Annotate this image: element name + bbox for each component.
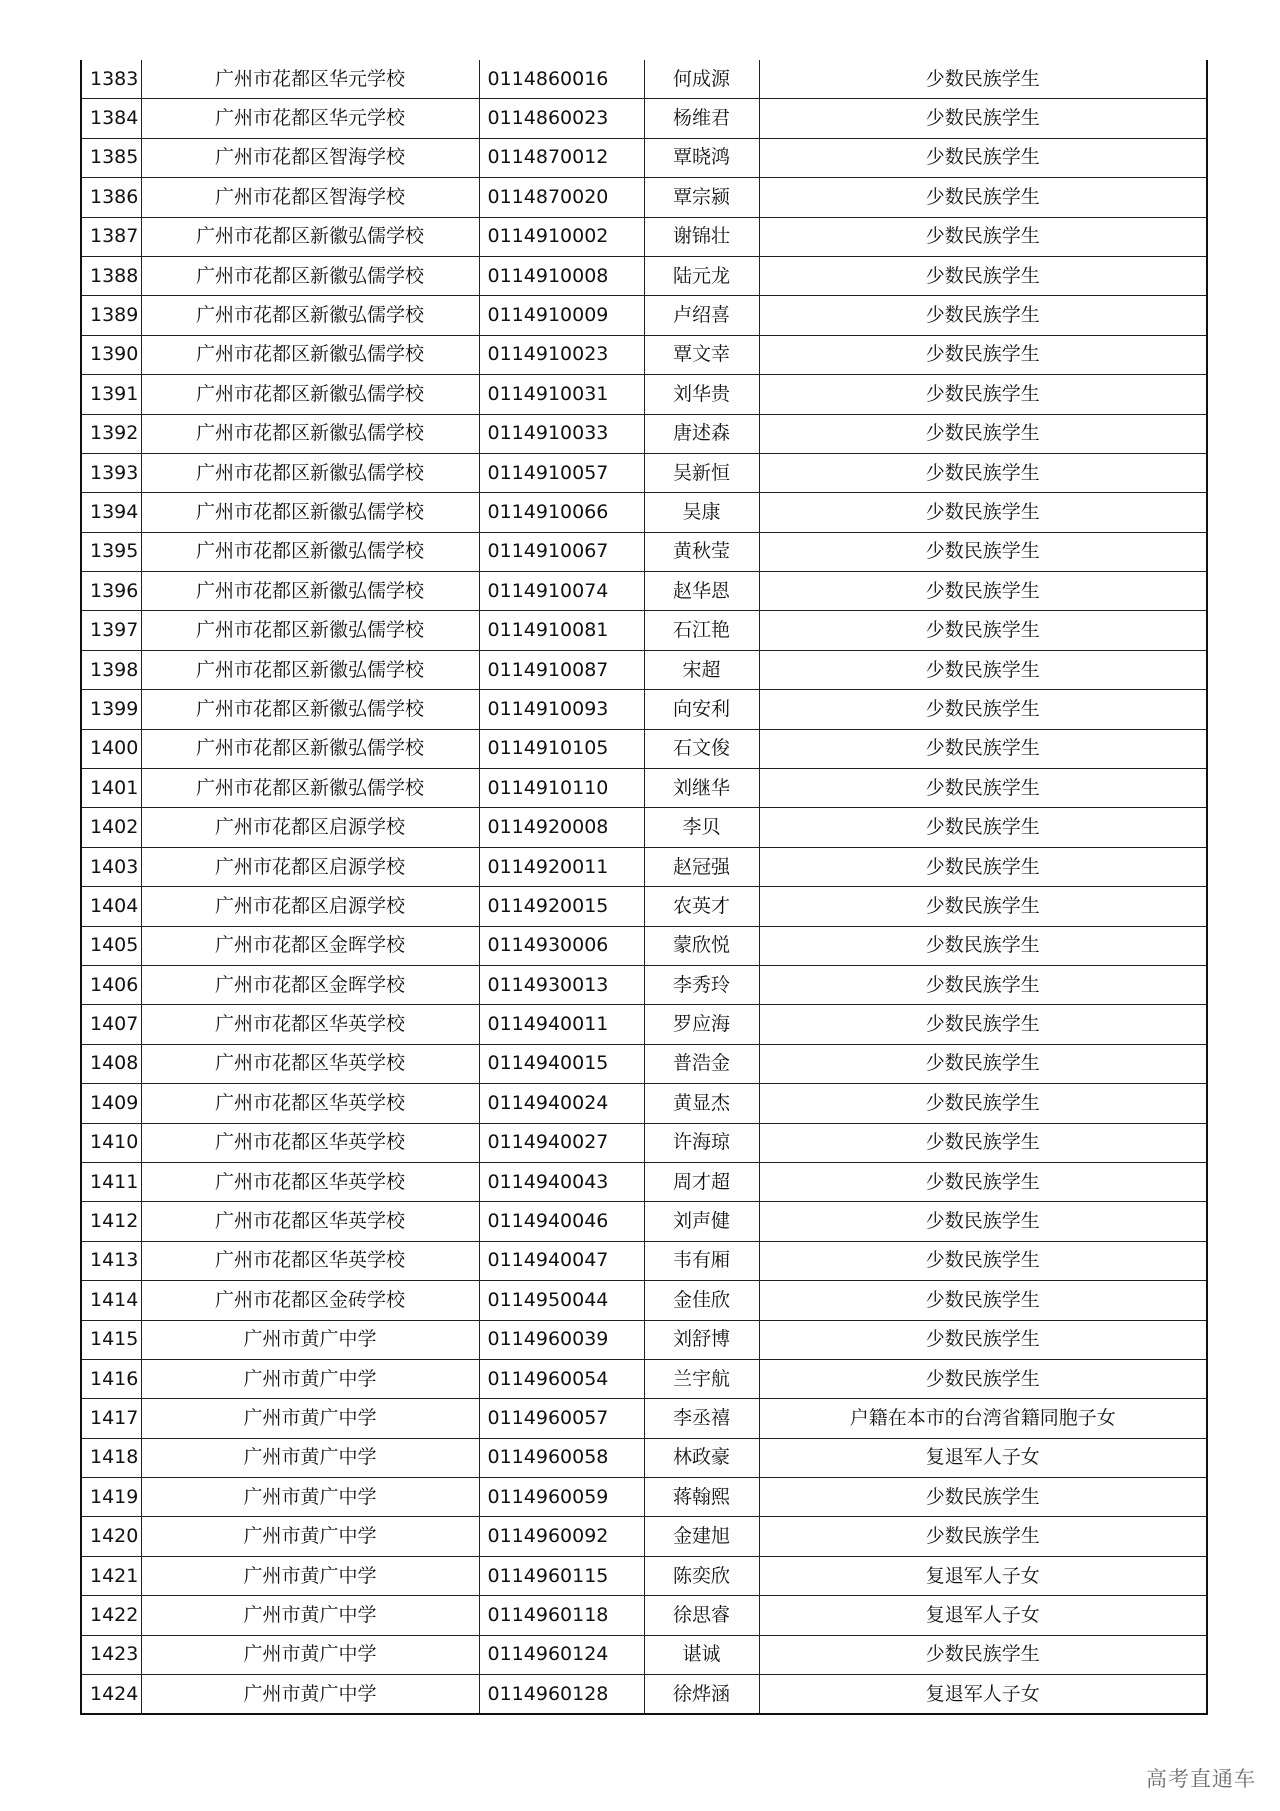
student-id-cell: 0114960058 <box>479 1438 644 1477</box>
category-cell: 少数民族学生 <box>759 1123 1207 1162</box>
student-name-cell: 林政豪 <box>644 1438 759 1477</box>
student-id-cell: 0114960124 <box>479 1635 644 1674</box>
school-name-cell: 广州市花都区启源学校 <box>141 887 479 926</box>
table-row <box>81 572 1207 611</box>
student-id-cell: 0114910074 <box>479 572 644 611</box>
row-index-cell: 1411 <box>81 1162 141 1201</box>
row-index-cell: 1393 <box>81 453 141 492</box>
category-cell: 少数民族学生 <box>759 572 1207 611</box>
row-index-cell: 1414 <box>81 1281 141 1320</box>
row-index-cell: 1420 <box>81 1517 141 1556</box>
student-name-cell: 兰宇航 <box>644 1359 759 1398</box>
category-cell: 少数民族学生 <box>759 1517 1207 1556</box>
category-cell: 少数民族学生 <box>759 296 1207 335</box>
student-name-cell: 陆元龙 <box>644 256 759 295</box>
row-index-cell: 1388 <box>81 256 141 295</box>
table-row <box>81 296 1207 335</box>
student-id-cell: 0114910110 <box>479 769 644 808</box>
table-row <box>81 1635 1207 1674</box>
row-index-cell: 1415 <box>81 1320 141 1359</box>
table-row <box>81 1281 1207 1320</box>
row-index-cell: 1384 <box>81 99 141 138</box>
student-name-cell: 石文俊 <box>644 729 759 768</box>
student-name-cell: 覃宗颍 <box>644 178 759 217</box>
student-name-cell: 谌诚 <box>644 1635 759 1674</box>
school-name-cell: 广州市花都区新徽弘儒学校 <box>141 296 479 335</box>
school-name-cell: 广州市花都区华元学校 <box>141 60 479 99</box>
category-cell: 少数民族学生 <box>759 650 1207 689</box>
student-name-cell: 徐思睿 <box>644 1596 759 1635</box>
student-id-cell: 0114940046 <box>479 1202 644 1241</box>
row-index-cell: 1417 <box>81 1399 141 1438</box>
student-name-cell: 罗应海 <box>644 1005 759 1044</box>
category-cell: 少数民族学生 <box>759 335 1207 374</box>
row-index-cell: 1397 <box>81 611 141 650</box>
row-index-cell: 1423 <box>81 1635 141 1674</box>
category-cell: 少数民族学生 <box>759 1084 1207 1123</box>
table-row <box>81 650 1207 689</box>
student-name-cell: 何成源 <box>644 60 759 99</box>
table-row <box>81 532 1207 571</box>
row-index-cell: 1400 <box>81 729 141 768</box>
school-name-cell: 广州市黄广中学 <box>141 1438 479 1477</box>
student-id-cell: 0114960118 <box>479 1596 644 1635</box>
student-id-cell: 0114910081 <box>479 611 644 650</box>
school-name-cell: 广州市花都区智海学校 <box>141 178 479 217</box>
table-row <box>81 1478 1207 1517</box>
row-index-cell: 1418 <box>81 1438 141 1477</box>
row-index-cell: 1399 <box>81 690 141 729</box>
student-id-cell: 0114930013 <box>479 965 644 1004</box>
row-index-cell: 1422 <box>81 1596 141 1635</box>
category-cell: 少数民族学生 <box>759 926 1207 965</box>
student-id-cell: 0114910033 <box>479 414 644 453</box>
row-index-cell: 1387 <box>81 217 141 256</box>
student-id-cell: 0114920011 <box>479 847 644 886</box>
row-index-cell: 1398 <box>81 650 141 689</box>
row-index-cell: 1396 <box>81 572 141 611</box>
school-name-cell: 广州市花都区新徽弘儒学校 <box>141 690 479 729</box>
row-index-cell: 1413 <box>81 1241 141 1280</box>
school-name-cell: 广州市黄广中学 <box>141 1675 479 1715</box>
school-name-cell: 广州市花都区新徽弘儒学校 <box>141 611 479 650</box>
table-row <box>81 453 1207 492</box>
student-id-cell: 0114910008 <box>479 256 644 295</box>
category-cell: 少数民族学生 <box>759 375 1207 414</box>
student-name-cell: 李丞禧 <box>644 1399 759 1438</box>
student-name-cell: 谢锦壮 <box>644 217 759 256</box>
table-row <box>81 178 1207 217</box>
category-cell: 少数民族学生 <box>759 1162 1207 1201</box>
table-row <box>81 138 1207 177</box>
row-index-cell: 1391 <box>81 375 141 414</box>
student-id-cell: 0114910067 <box>479 532 644 571</box>
row-index-cell: 1406 <box>81 965 141 1004</box>
school-name-cell: 广州市花都区新徽弘儒学校 <box>141 256 479 295</box>
row-index-cell: 1405 <box>81 926 141 965</box>
school-name-cell: 广州市黄广中学 <box>141 1359 479 1398</box>
school-name-cell: 广州市花都区华元学校 <box>141 99 479 138</box>
student-name-cell: 刘继华 <box>644 769 759 808</box>
table-row <box>81 808 1207 847</box>
student-name-cell: 杨维君 <box>644 99 759 138</box>
student-name-cell: 蒋翰熙 <box>644 1478 759 1517</box>
row-index-cell: 1412 <box>81 1202 141 1241</box>
category-cell: 复退军人子女 <box>759 1675 1207 1715</box>
student-name-cell: 吴新恒 <box>644 453 759 492</box>
category-cell: 少数民族学生 <box>759 847 1207 886</box>
student-id-cell: 0114960128 <box>479 1675 644 1715</box>
school-name-cell: 广州市花都区新徽弘儒学校 <box>141 493 479 532</box>
category-cell: 少数民族学生 <box>759 414 1207 453</box>
table-row <box>81 1596 1207 1635</box>
student-id-cell: 0114960057 <box>479 1399 644 1438</box>
student-id-cell: 0114910009 <box>479 296 644 335</box>
student-id-cell: 0114910087 <box>479 650 644 689</box>
table-row <box>81 1399 1207 1438</box>
table-row <box>81 256 1207 295</box>
table-row <box>81 769 1207 808</box>
student-name-cell: 黄显杰 <box>644 1084 759 1123</box>
school-name-cell: 广州市花都区新徽弘儒学校 <box>141 769 479 808</box>
category-cell: 复退军人子女 <box>759 1596 1207 1635</box>
category-cell: 少数民族学生 <box>759 1281 1207 1320</box>
student-name-cell: 徐烨涵 <box>644 1675 759 1715</box>
school-name-cell: 广州市黄广中学 <box>141 1478 479 1517</box>
table-row <box>81 375 1207 414</box>
row-index-cell: 1386 <box>81 178 141 217</box>
student-name-cell: 蒙欣悦 <box>644 926 759 965</box>
row-index-cell: 1408 <box>81 1044 141 1083</box>
row-index-cell: 1416 <box>81 1359 141 1398</box>
school-name-cell: 广州市黄广中学 <box>141 1635 479 1674</box>
table-row <box>81 1675 1207 1715</box>
student-name-cell: 周才超 <box>644 1162 759 1201</box>
category-cell: 户籍在本市的台湾省籍同胞子女 <box>759 1399 1207 1438</box>
student-name-cell: 金建旭 <box>644 1517 759 1556</box>
school-name-cell: 广州市花都区智海学校 <box>141 138 479 177</box>
table-row <box>81 926 1207 965</box>
table-row <box>81 335 1207 374</box>
school-name-cell: 广州市黄广中学 <box>141 1399 479 1438</box>
student-id-cell: 0114940011 <box>479 1005 644 1044</box>
student-id-cell: 0114910057 <box>479 453 644 492</box>
table-row <box>81 690 1207 729</box>
category-cell: 少数民族学生 <box>759 769 1207 808</box>
school-name-cell: 广州市花都区华英学校 <box>141 1084 479 1123</box>
student-id-cell: 0114940027 <box>479 1123 644 1162</box>
school-name-cell: 广州市花都区华英学校 <box>141 1044 479 1083</box>
table-row <box>81 887 1207 926</box>
student-name-cell: 吴康 <box>644 493 759 532</box>
category-cell: 少数民族学生 <box>759 1202 1207 1241</box>
table-row <box>81 1202 1207 1241</box>
category-cell: 少数民族学生 <box>759 256 1207 295</box>
category-cell: 少数民族学生 <box>759 138 1207 177</box>
category-cell: 少数民族学生 <box>759 729 1207 768</box>
student-id-cell: 0114910023 <box>479 335 644 374</box>
student-name-cell: 黄秋莹 <box>644 532 759 571</box>
row-index-cell: 1419 <box>81 1478 141 1517</box>
school-name-cell: 广州市黄广中学 <box>141 1320 479 1359</box>
table-row <box>81 1005 1207 1044</box>
student-name-cell: 农英才 <box>644 887 759 926</box>
row-index-cell: 1385 <box>81 138 141 177</box>
watermark-text: 高考直通车 <box>1146 1767 1256 1791</box>
row-index-cell: 1403 <box>81 847 141 886</box>
admission-list-table <box>80 60 1208 1715</box>
table-row <box>81 611 1207 650</box>
table-row <box>81 493 1207 532</box>
category-cell: 复退军人子女 <box>759 1556 1207 1595</box>
row-index-cell: 1394 <box>81 493 141 532</box>
category-cell: 少数民族学生 <box>759 217 1207 256</box>
category-cell: 少数民族学生 <box>759 965 1207 1004</box>
table-row <box>81 1162 1207 1201</box>
row-index-cell: 1401 <box>81 769 141 808</box>
student-name-cell: 向安利 <box>644 690 759 729</box>
school-name-cell: 广州市花都区新徽弘儒学校 <box>141 650 479 689</box>
student-name-cell: 赵冠强 <box>644 847 759 886</box>
table-row <box>81 99 1207 138</box>
table-row <box>81 1123 1207 1162</box>
category-cell: 少数民族学生 <box>759 532 1207 571</box>
student-id-cell: 0114940015 <box>479 1044 644 1083</box>
row-index-cell: 1404 <box>81 887 141 926</box>
student-name-cell: 金佳欣 <box>644 1281 759 1320</box>
student-id-cell: 0114960059 <box>479 1478 644 1517</box>
table-body <box>81 60 1207 1714</box>
student-id-cell: 0114910066 <box>479 493 644 532</box>
category-cell: 少数民族学生 <box>759 1005 1207 1044</box>
school-name-cell: 广州市花都区金砖学校 <box>141 1281 479 1320</box>
student-id-cell: 0114940047 <box>479 1241 644 1280</box>
row-index-cell: 1424 <box>81 1675 141 1715</box>
student-id-cell: 0114860016 <box>479 60 644 99</box>
student-id-cell: 0114950044 <box>479 1281 644 1320</box>
school-name-cell: 广州市花都区华英学校 <box>141 1162 479 1201</box>
school-name-cell: 广州市花都区金晖学校 <box>141 965 479 1004</box>
school-name-cell: 广州市黄广中学 <box>141 1517 479 1556</box>
student-name-cell: 覃文幸 <box>644 335 759 374</box>
row-index-cell: 1410 <box>81 1123 141 1162</box>
student-id-cell: 0114910105 <box>479 729 644 768</box>
category-cell: 少数民族学生 <box>759 690 1207 729</box>
student-name-cell: 刘舒博 <box>644 1320 759 1359</box>
student-id-cell: 0114920015 <box>479 887 644 926</box>
table-row <box>81 1320 1207 1359</box>
row-index-cell: 1402 <box>81 808 141 847</box>
student-name-cell: 宋超 <box>644 650 759 689</box>
student-name-cell: 刘华贵 <box>644 375 759 414</box>
student-id-cell: 0114960092 <box>479 1517 644 1556</box>
category-cell: 少数民族学生 <box>759 1044 1207 1083</box>
row-index-cell: 1390 <box>81 335 141 374</box>
row-index-cell: 1407 <box>81 1005 141 1044</box>
row-index-cell: 1389 <box>81 296 141 335</box>
table-row <box>81 729 1207 768</box>
student-id-cell: 0114920008 <box>479 808 644 847</box>
table-row <box>81 1241 1207 1280</box>
category-cell: 复退军人子女 <box>759 1438 1207 1477</box>
table-row <box>81 60 1207 99</box>
student-id-cell: 0114940024 <box>479 1084 644 1123</box>
student-name-cell: 刘声健 <box>644 1202 759 1241</box>
school-name-cell: 广州市花都区华英学校 <box>141 1202 479 1241</box>
school-name-cell: 广州市花都区华英学校 <box>141 1241 479 1280</box>
category-cell: 少数民族学生 <box>759 1478 1207 1517</box>
school-name-cell: 广州市花都区新徽弘儒学校 <box>141 572 479 611</box>
school-name-cell: 广州市黄广中学 <box>141 1556 479 1595</box>
school-name-cell: 广州市花都区华英学校 <box>141 1123 479 1162</box>
school-name-cell: 广州市花都区新徽弘儒学校 <box>141 375 479 414</box>
school-name-cell: 广州市花都区新徽弘儒学校 <box>141 217 479 256</box>
school-name-cell: 广州市花都区新徽弘儒学校 <box>141 335 479 374</box>
school-name-cell: 广州市花都区金晖学校 <box>141 926 479 965</box>
category-cell: 少数民族学生 <box>759 99 1207 138</box>
student-name-cell: 赵华恩 <box>644 572 759 611</box>
row-index-cell: 1395 <box>81 532 141 571</box>
student-name-cell: 李秀玲 <box>644 965 759 1004</box>
school-name-cell: 广州市花都区新徽弘儒学校 <box>141 453 479 492</box>
table-row <box>81 965 1207 1004</box>
student-id-cell: 0114930006 <box>479 926 644 965</box>
student-name-cell: 卢绍喜 <box>644 296 759 335</box>
school-name-cell: 广州市花都区新徽弘儒学校 <box>141 414 479 453</box>
category-cell: 少数民族学生 <box>759 60 1207 99</box>
category-cell: 少数民族学生 <box>759 1241 1207 1280</box>
category-cell: 少数民族学生 <box>759 808 1207 847</box>
category-cell: 少数民族学生 <box>759 1635 1207 1674</box>
student-name-cell: 韦有厢 <box>644 1241 759 1280</box>
student-name-cell: 唐述森 <box>644 414 759 453</box>
student-id-cell: 0114960115 <box>479 1556 644 1595</box>
student-id-cell: 0114870012 <box>479 138 644 177</box>
table-row <box>81 414 1207 453</box>
category-cell: 少数民族学生 <box>759 493 1207 532</box>
student-id-cell: 0114860023 <box>479 99 644 138</box>
table-row <box>81 1517 1207 1556</box>
row-index-cell: 1409 <box>81 1084 141 1123</box>
school-name-cell: 广州市花都区新徽弘儒学校 <box>141 729 479 768</box>
school-name-cell: 广州市花都区启源学校 <box>141 847 479 886</box>
student-name-cell: 普浩金 <box>644 1044 759 1083</box>
row-index-cell: 1392 <box>81 414 141 453</box>
student-name-cell: 许海琼 <box>644 1123 759 1162</box>
student-name-cell: 覃晓鸿 <box>644 138 759 177</box>
table-row <box>81 1556 1207 1595</box>
student-name-cell: 李贝 <box>644 808 759 847</box>
row-index-cell: 1421 <box>81 1556 141 1595</box>
school-name-cell: 广州市花都区启源学校 <box>141 808 479 847</box>
student-id-cell: 0114940043 <box>479 1162 644 1201</box>
student-name-cell: 石江艳 <box>644 611 759 650</box>
category-cell: 少数民族学生 <box>759 1320 1207 1359</box>
category-cell: 少数民族学生 <box>759 1359 1207 1398</box>
table-row <box>81 1084 1207 1123</box>
school-name-cell: 广州市花都区新徽弘儒学校 <box>141 532 479 571</box>
category-cell: 少数民族学生 <box>759 178 1207 217</box>
student-id-cell: 0114870020 <box>479 178 644 217</box>
student-id-cell: 0114910093 <box>479 690 644 729</box>
student-id-cell: 0114910031 <box>479 375 644 414</box>
school-name-cell: 广州市黄广中学 <box>141 1596 479 1635</box>
category-cell: 少数民族学生 <box>759 611 1207 650</box>
student-id-cell: 0114960054 <box>479 1359 644 1398</box>
student-id-cell: 0114960039 <box>479 1320 644 1359</box>
student-id-cell: 0114910002 <box>479 217 644 256</box>
category-cell: 少数民族学生 <box>759 887 1207 926</box>
table-row <box>81 1438 1207 1477</box>
table-row <box>81 1044 1207 1083</box>
table-row <box>81 217 1207 256</box>
category-cell: 少数民族学生 <box>759 453 1207 492</box>
school-name-cell: 广州市花都区华英学校 <box>141 1005 479 1044</box>
table-row <box>81 847 1207 886</box>
student-name-cell: 陈奕欣 <box>644 1556 759 1595</box>
row-index-cell: 1383 <box>81 60 141 99</box>
table-row <box>81 1359 1207 1398</box>
